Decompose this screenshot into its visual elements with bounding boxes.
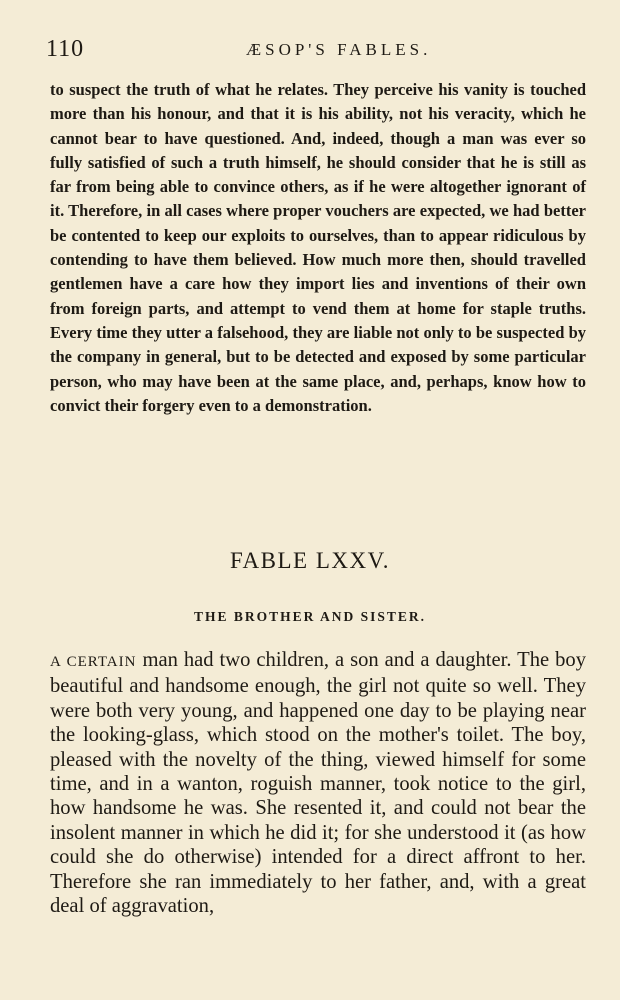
page-number: 110 <box>46 36 85 62</box>
fable-body-text: man had two children, a son and a daughter. The boy beautiful and handsome enough, the girl not quite so well. They were both very young, and happened one day to be playing near the looking-glass, which stood on the mother's toilet. The boy, pleased with the novelty of the thing, viewed himself for some time, and in a wanton, roguish manner, took notice to the girl, how handsome he was. She resented it, and could not bear the insolent manner in which he did it; for she understood it (as how could she do otherwise) intended for a direct affront to her. Therefore she ran immediately to her father, and, with a great deal of aggravation, <box>50 649 586 918</box>
fable-title: THE BROTHER AND SISTER. <box>193 609 427 624</box>
fable-number-heading: FABLE LXXV. <box>229 548 391 573</box>
fable-paragraph <box>50 648 586 918</box>
running-head <box>46 36 586 64</box>
continued-paragraph: to suspect the truth of what he relates. They perceive his vanity is touched more than his honour, and that it is his ability, not his veracity, which he cannot bear to have questioned. And, indeed, though a man was ever so fully satisfied of such a truth himself, he should consider that he is still as far from being able to convince others, as if he were altogether ignorant of it. Therefore, in all cases where proper vouchers are expected, we had better be contented to keep our exploits to ourselves, than to appear ridiculous by contending to have them believed. How much more then, should travelled gentlemen have a care how they import lies and inventions of their own from foreign parts, and attempt to vend them at home for staple truths. Every time they utter a falsehood, they are liable not only to be suspected by the company in general, but to be detected and exposed by some particular person, who may have been at the same place, and, perhaps, know how to convict their forgery even to a demonstration. <box>50 80 586 415</box>
running-title: ÆSOP'S FABLES. <box>246 40 432 59</box>
fable-opening-word: A CERTAIN <box>50 654 137 670</box>
